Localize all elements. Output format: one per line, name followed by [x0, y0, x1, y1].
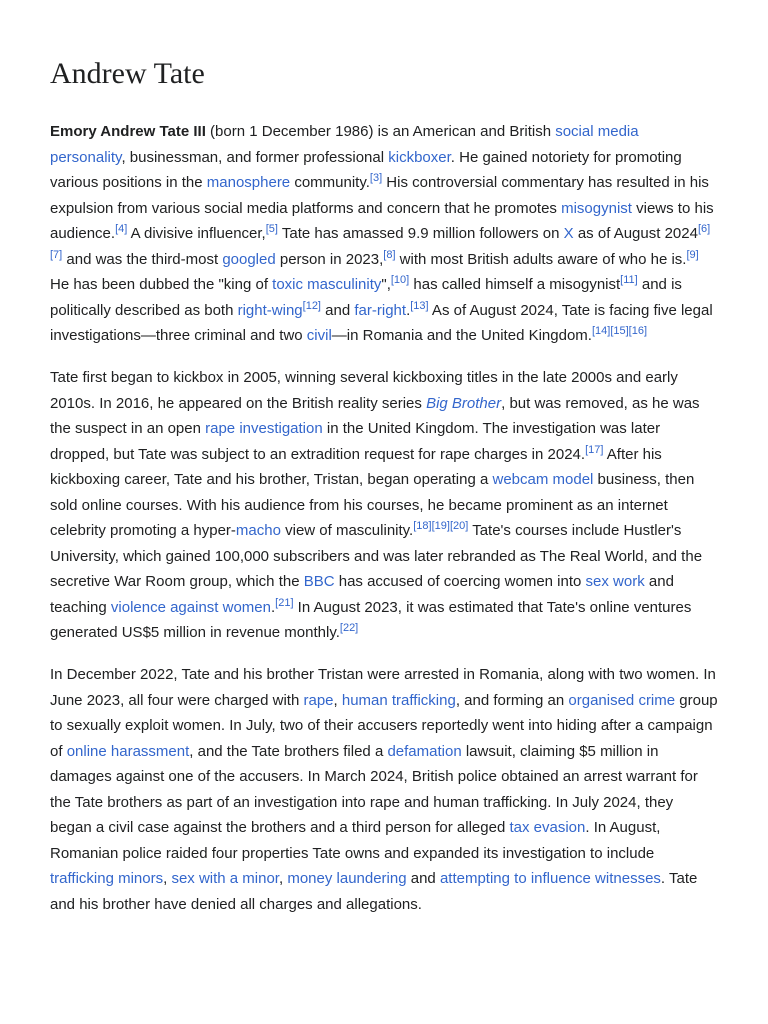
- paragraph-text: view of masculinity.: [280, 522, 414, 539]
- link-webcam-model[interactable]: webcam model: [492, 471, 594, 488]
- paragraph-text: , but was removed, as he was the suspect in an open: [50, 394, 700, 437]
- citation-9[interactable]: [9]: [686, 248, 699, 261]
- link-far-right[interactable]: far-right: [354, 301, 407, 319]
- paragraph-text: lawsuit, claiming $5 million in damages against one of the accusers. In March 2024, British police obtained an arrest warrant for the Tate brothers as part of an investigation into rape and human trafficking. In July 2024, they began a civil case against the brothers and a third person for alleged: [50, 742, 698, 836]
- citation-3[interactable]: [3]: [369, 172, 383, 184]
- paragraph-text: (born 1 December 1986) is an American and British: [205, 123, 556, 140]
- link-human-trafficking[interactable]: human trafficking: [341, 691, 456, 709]
- link-rape-investigation[interactable]: rape investigation: [205, 420, 323, 437]
- citation-21[interactable]: [21]: [275, 596, 294, 609]
- citation-20[interactable]: [20]: [449, 520, 469, 532]
- citation-22[interactable]: [22]: [339, 622, 359, 634]
- citation-16[interactable]: [16]: [628, 325, 648, 337]
- page-title: Andrew Tate: [50, 57, 205, 90]
- link-tax-evasion[interactable]: tax evasion: [509, 819, 586, 836]
- link-sex-work[interactable]: sex work: [585, 573, 645, 590]
- paragraph-text: After his kickboxing career, Tate and his brother, Tristan, began operating a: [50, 445, 662, 488]
- paragraph-text: ,: [333, 691, 342, 709]
- paragraph-text: and: [321, 301, 355, 319]
- paragraph-text: Tate's courses include Hustler's University, which gained 100,000 subscribers and was later rebranded as The Real World, and the secretive War Room group, which the: [50, 522, 703, 590]
- citation-8[interactable]: [8]: [383, 248, 396, 261]
- paragraph-text: as of August 2024: [573, 225, 698, 242]
- paragraph-text: —in Romania and the United Kingdom.: [331, 327, 592, 344]
- link-x[interactable]: X: [563, 225, 574, 242]
- paragraph-text: with most British adults aware of who he is.: [395, 250, 687, 268]
- link-online-harassment[interactable]: online harassment: [66, 742, 190, 760]
- link-toxic-masculinity[interactable]: toxic masculinity: [272, 276, 382, 293]
- paragraph-text: , businessman, and former professional: [121, 148, 389, 166]
- link-macho[interactable]: macho: [235, 522, 281, 539]
- citation-6[interactable]: [6]: [697, 223, 711, 235]
- citation-12[interactable]: [12]: [302, 299, 321, 312]
- link-misogynist[interactable]: misogynist: [561, 199, 632, 217]
- paragraph-text: in the United Kingdom. The investigation was later dropped, but Tate was subject to an extradition request for rape charges in 2024.: [50, 420, 661, 463]
- citation-11[interactable]: [11]: [620, 274, 638, 286]
- link-organised-crime[interactable]: organised crime: [568, 691, 676, 709]
- citation-18[interactable]: [18]: [413, 520, 432, 532]
- paragraph-text: views to his audience.: [50, 199, 714, 242]
- link-kickboxer[interactable]: kickboxer: [388, 148, 451, 166]
- paragraph-text: , and forming an: [455, 691, 569, 709]
- paragraph-text: , and the Tate brothers filed a: [189, 742, 388, 760]
- paragraph-text: and was the third-most: [62, 250, 223, 268]
- paragraph-text: Tate first began to kickbox in 2005, winning several kickboxing titles in the late 2000s and early 2010s. In 2016, he appeared on the British reality series: [50, 369, 678, 412]
- paragraph-text: In August 2023, it was estimated that Tate's online ventures generated US$5 million in revenue monthly.: [50, 598, 692, 641]
- paragraph-text: .: [270, 598, 276, 616]
- paragraph-text: and is politically described as both: [50, 276, 682, 319]
- link-big-brother[interactable]: Big Brother: [426, 394, 502, 412]
- paragraph-text: His controversial commentary has resulted in his expulsion from various social media platforms and concern that he promotes: [50, 174, 709, 217]
- link-attempting-to-influence-witnesses[interactable]: attempting to influence witnesses: [439, 870, 661, 887]
- citation-19[interactable]: [19]: [431, 520, 450, 532]
- paragraph-text: Tate has amassed 9.9 million followers on: [277, 225, 564, 242]
- link-googled[interactable]: googled: [222, 250, 276, 268]
- citation-15[interactable]: [15]: [610, 325, 629, 337]
- link-violence-against-women[interactable]: violence against women: [110, 598, 271, 616]
- link-manosphere[interactable]: manosphere: [206, 174, 291, 191]
- article-subject-name: Emory Andrew Tate III: [50, 123, 206, 140]
- citation-17[interactable]: [17]: [585, 443, 604, 456]
- link-civil[interactable]: civil: [306, 327, 332, 344]
- citation-4[interactable]: [4]: [115, 223, 128, 235]
- paragraph-text: group to sexually exploit women. In July, two of their accusers reportedly went into hiding after a campaign of: [50, 691, 718, 760]
- paragraph-text: He has been dubbed the "king of: [50, 276, 273, 293]
- link-rape[interactable]: rape: [303, 691, 334, 709]
- paragraph-text: ",: [381, 276, 391, 293]
- paragraph-text: and: [406, 870, 440, 887]
- paragraph-text: . He gained notoriety for promoting various positions in the: [50, 148, 682, 191]
- paragraph-text: ,: [278, 870, 288, 887]
- paragraph-text: business, then sold online courses. With his audience from his courses, he became prominent as an internet celebrity promoting a hyper-: [50, 471, 695, 539]
- citation-10[interactable]: [10]: [390, 274, 410, 286]
- link-right-wing[interactable]: right-wing: [237, 301, 303, 319]
- paragraph-text: ,: [163, 870, 172, 887]
- link-money-laundering[interactable]: money laundering: [287, 870, 407, 887]
- link-bbc[interactable]: BBC: [303, 573, 335, 590]
- paragraph-text: In December 2022, Tate and his brother Tristan were arrested in Romania, along with two women. In June 2023, all four were charged with: [50, 666, 716, 709]
- paragraph-text: .: [406, 301, 411, 319]
- paragraph-text: . In August, Romanian police raided four properties Tate owns and expanded its investigation to include: [50, 819, 661, 862]
- paragraph-text: and teaching: [50, 573, 674, 616]
- lead-paragraph-1: [50, 119, 718, 349]
- link-trafficking-minors[interactable]: trafficking minors: [50, 870, 164, 887]
- citation-5[interactable]: [5]: [265, 223, 278, 235]
- paragraph-text: community.: [290, 174, 370, 191]
- citation-13[interactable]: [13]: [410, 299, 429, 312]
- paragraph-text: has accused of coercing women into: [334, 573, 586, 590]
- link-sex-with-a-minor[interactable]: sex with a minor: [171, 870, 279, 887]
- paragraph-text: A divisive influencer,: [127, 225, 266, 242]
- citation-7[interactable]: [7]: [50, 248, 63, 261]
- lead-paragraph-2: [50, 365, 718, 646]
- article-body: [50, 119, 718, 917]
- paragraph-text: person in 2023,: [275, 250, 384, 268]
- lead-paragraph-3: [50, 662, 718, 917]
- paragraph-text: As of August 2024, Tate is facing five legal investigations—three criminal and two: [50, 301, 713, 344]
- paragraph-text: has called himself a misogynist: [409, 276, 621, 293]
- link-social-media-personality[interactable]: social media personality: [50, 123, 639, 166]
- paragraph-text: . Tate and his brother have denied all charges and allegations.: [50, 870, 698, 913]
- link-defamation[interactable]: defamation: [387, 742, 462, 760]
- citation-14[interactable]: [14]: [591, 325, 611, 337]
